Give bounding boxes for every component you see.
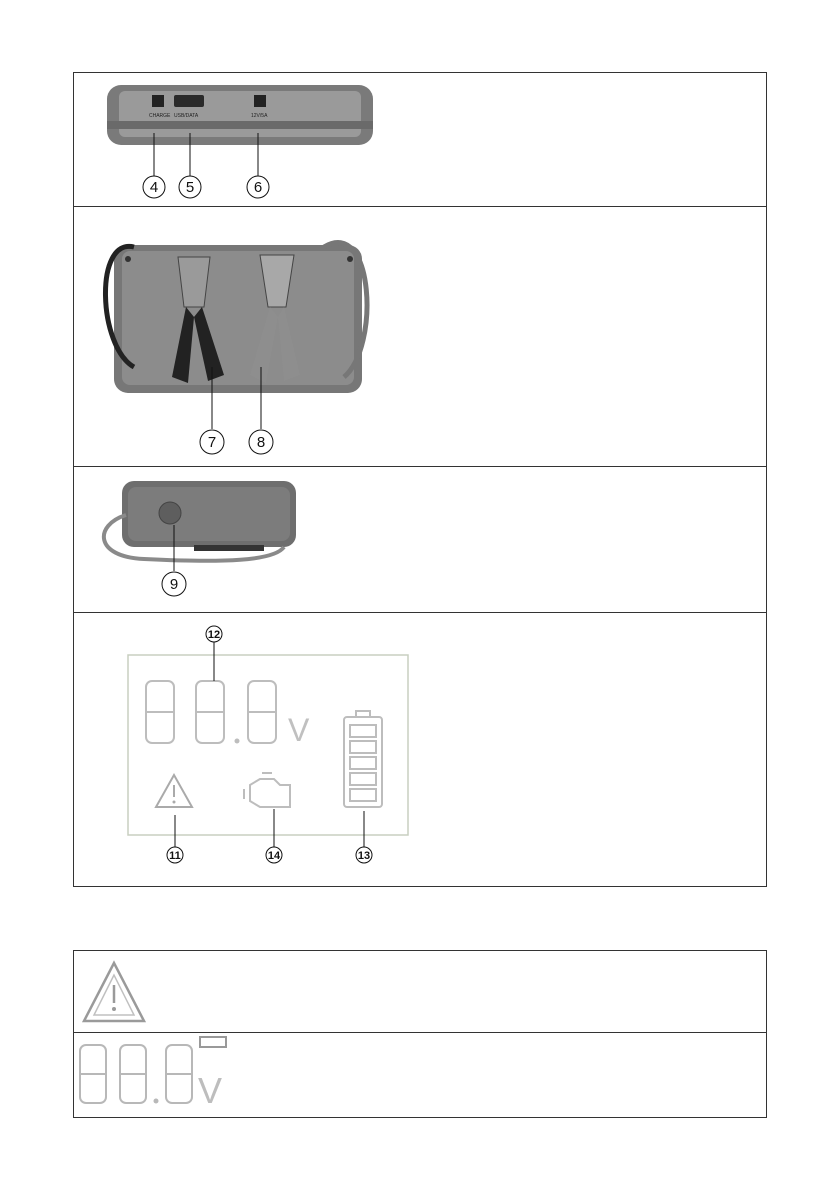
legend-warning-icon <box>74 951 766 1033</box>
side-illustration <box>74 467 766 613</box>
lcd-unit: V <box>288 712 310 748</box>
charge-port <box>152 95 164 107</box>
components-table <box>73 72 767 887</box>
clamps-row <box>74 207 766 467</box>
usb-port <box>174 95 204 107</box>
port-label-charge: CHARGE <box>149 113 171 119</box>
callout-9: 9 <box>169 576 179 593</box>
dc-port <box>254 95 266 107</box>
callout-6: 6 <box>253 179 263 196</box>
port-label-usb: USB/DATA <box>174 113 199 119</box>
lcd-row <box>74 613 766 888</box>
legend-digits <box>80 1045 192 1103</box>
lcd-battery-icon <box>344 711 382 807</box>
callout-12: 12 <box>207 629 221 641</box>
black-clamp-jaw <box>178 257 210 307</box>
callout-8: 8 <box>256 434 266 451</box>
legend-bar-icon <box>200 1037 226 1047</box>
callout-4: 4 <box>149 179 159 196</box>
callout-11: 11 <box>169 850 181 862</box>
device-back-row <box>74 73 766 207</box>
device-seam <box>107 121 373 129</box>
lcd-engine-icon <box>244 773 290 807</box>
lcd-illustration <box>74 613 766 888</box>
device-back-illustration <box>74 73 766 207</box>
callout-7: 7 <box>207 434 217 451</box>
legend-voltage-display <box>74 1033 766 1117</box>
legend-unit: V <box>198 1070 223 1111</box>
clamps-illustration <box>74 207 766 467</box>
port-label-dc: 12V/5A <box>251 113 268 119</box>
legend-row-voltage <box>74 1033 766 1117</box>
icon-legend-table <box>73 950 767 1118</box>
callout-13: 13 <box>357 850 371 862</box>
power-button <box>159 502 181 524</box>
callout-5: 5 <box>185 179 195 196</box>
lcd-digits <box>146 681 276 743</box>
side-row <box>74 467 766 613</box>
lcd-warning-icon <box>156 775 192 807</box>
callout-14: 14 <box>267 850 281 862</box>
legend-row-warning <box>74 951 766 1033</box>
